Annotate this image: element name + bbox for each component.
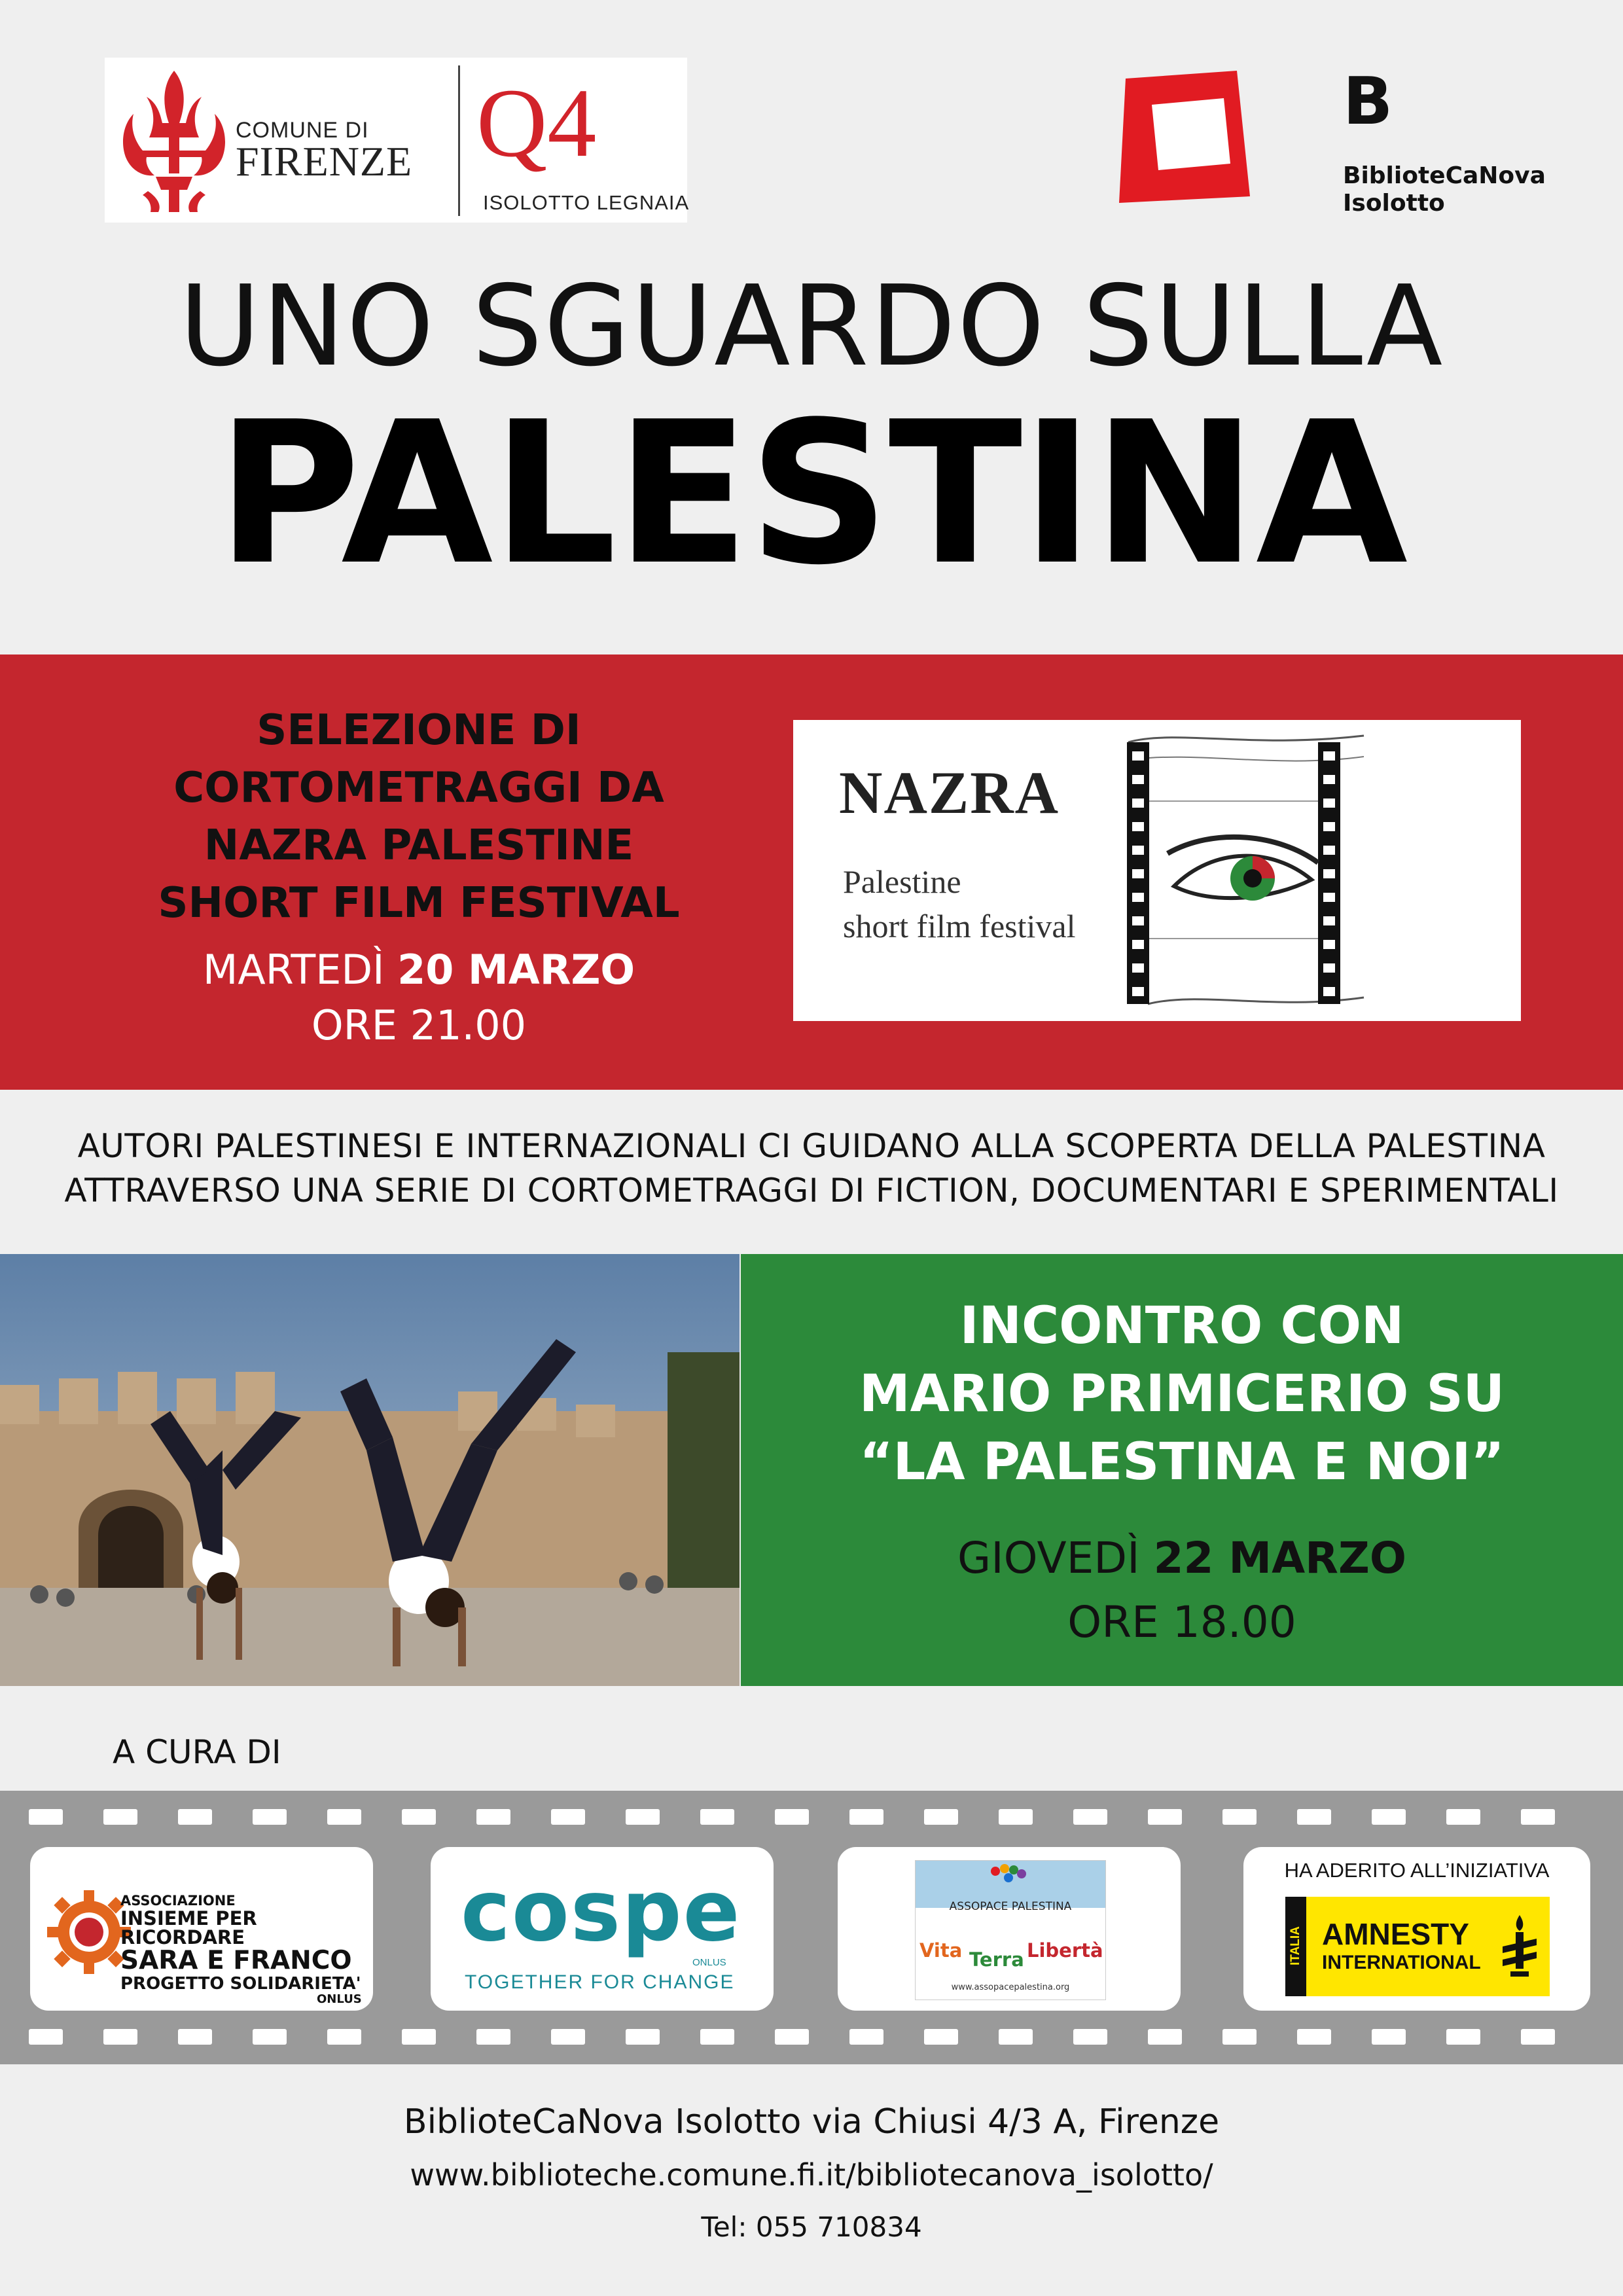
biblioteca-letter: B (1343, 63, 1393, 139)
event2-time: ORE 18.00 (1067, 1597, 1296, 1647)
film-perforation (1222, 1809, 1257, 1825)
sara-franco-line3: SARA E FRANCO (120, 1946, 352, 1975)
sara-franco-line1: ASSOCIAZIONE (120, 1893, 236, 1909)
event1-date (79, 946, 759, 994)
amnesty-logo (1285, 1897, 1550, 1996)
poster-title-line2: PALESTINA (216, 380, 1407, 608)
event1-day: MARTEDÌ (202, 946, 385, 994)
fleur-de-lis-icon (116, 65, 232, 213)
film-perforation (775, 2029, 809, 2045)
film-perforation (849, 1809, 883, 1825)
film-perforation (253, 1809, 287, 1825)
film-perforation (327, 2029, 361, 2045)
film-perforation (1073, 1809, 1107, 1825)
film-perforation (1521, 1809, 1555, 1825)
film-perforation (402, 2029, 436, 2045)
film-perforation (1297, 1809, 1331, 1825)
film-perforation (1148, 1809, 1182, 1825)
film-strip-eye-icon (1122, 723, 1370, 1018)
film-perforation (551, 2029, 585, 2045)
event1-heading-line4: SHORT FILM FESTIVAL (158, 879, 680, 927)
film-perforation (1446, 1809, 1480, 1825)
film-perforation (551, 1809, 585, 1825)
isolotto-legnaia-text: ISOLOTTO LEGNAIA (483, 191, 690, 214)
sara-franco-text (120, 1894, 373, 2005)
amnesty-line2: INTERNATIONAL (1322, 1952, 1481, 1973)
event2-date (741, 1533, 1623, 1583)
film-perforation (626, 2029, 660, 2045)
film-perforation (1222, 2029, 1257, 2045)
film-perforation (924, 2029, 958, 2045)
balloons-icon (989, 1862, 1028, 1888)
film-perforation (700, 1809, 734, 1825)
film-perforation (103, 2029, 137, 2045)
event2-date-value: 22 MARZO (1153, 1533, 1406, 1583)
film-perforation (999, 1809, 1033, 1825)
film-perforation (253, 2029, 287, 2045)
q4-logo (473, 71, 603, 175)
event2-heading-line1: INCONTRO CON (959, 1297, 1404, 1355)
nazra-logo-sub2: short film festival (843, 908, 1076, 944)
partner-cospe (431, 1847, 774, 2011)
film-perforation (849, 2029, 883, 2045)
film-perforation (1073, 2029, 1107, 2045)
intro-line1: AUTORI PALESTINESI E INTERNAZIONALI CI GUIDANO ALLA SCOPERTA DELLA PALESTINA (77, 1127, 1546, 1165)
film-perforation (402, 1809, 436, 1825)
film-perforation (775, 1809, 809, 1825)
event1-date-value: 20 MARZO (397, 946, 635, 994)
partners-label: A CURA DI (113, 1733, 281, 1771)
sara-franco-line4: PROGETTO SOLIDARIETA' (120, 1974, 361, 1994)
cospe-onlus: ONLUS (692, 1957, 726, 1968)
amnesty-country: ITALIA (1289, 1926, 1302, 1965)
biblioteca-name (1343, 162, 1546, 217)
film-perforation (103, 1809, 137, 1825)
assopace-url: www.assopacepalestina.org (951, 1982, 1070, 1992)
film-perforation (178, 1809, 212, 1825)
sara-franco-line2: INSIEME PER RICORDARE (120, 1907, 257, 1948)
assopace-vita: Vita (919, 1939, 963, 1962)
film-perforation (999, 2029, 1033, 2045)
partner-amnesty (1243, 1847, 1590, 2011)
film-perforation (1372, 2029, 1406, 2045)
film-perforation (29, 2029, 63, 2045)
amnesty-header: HA ADERITO ALL’INIZIATIVA (1284, 1859, 1550, 1882)
comune-di-text: COMUNE DI (236, 118, 369, 143)
assopace-terra: Terra (969, 1948, 1024, 1971)
logo-divider (458, 65, 460, 216)
event1-heading-line3: NAZRA PALESTINE (204, 821, 634, 870)
biblioteca-name-line1: BiblioteCaNova (1343, 162, 1546, 189)
film-perforation (29, 1809, 63, 1825)
biblioteca-name-line2: Isolotto (1343, 190, 1445, 217)
partner-sara-franco (30, 1847, 373, 2011)
event2-heading-line3: “LA PALESTINA E NOI” (859, 1433, 1505, 1492)
amnesty-line1: AMNESTY (1322, 1917, 1469, 1951)
sara-franco-line5: ONLUS (317, 1992, 362, 2006)
assopace-name: ASSOPACE PALESTINA (949, 1900, 1072, 1913)
event2-heading-line2: MARIO PRIMICERIO SU (859, 1365, 1505, 1424)
intro-line2: ATTRAVERSO UNA SERIE DI CORTOMETRAGGI DI FICTION, DOCUMENTARI E SPERIMENTALI (64, 1172, 1559, 1210)
firenze-text: FIRENZE (236, 138, 413, 185)
film-perforation (476, 1809, 510, 1825)
event1-heading-line2: CORTOMETRAGGI DA (173, 764, 664, 812)
film-perforation (1372, 1809, 1406, 1825)
biblioteca-logo-mark (1113, 65, 1270, 216)
assopace-logo (915, 1860, 1106, 2000)
film-perforation (924, 1809, 958, 1825)
breakdancers-photo (0, 1254, 740, 1686)
nazra-logo-title: NAZRA (839, 759, 1060, 826)
candle-icon (1499, 1912, 1541, 1984)
cospe-logo-text: cospe (461, 1863, 741, 1960)
partner-assopace (838, 1847, 1181, 2011)
cospe-tagline: TOGETHER FOR CHANGE (465, 1971, 735, 1993)
film-perforation (1297, 2029, 1331, 2045)
event2-day: GIOVEDÌ (957, 1533, 1140, 1583)
assopace-liberta: Libertà (1027, 1939, 1103, 1962)
film-perforation (626, 1809, 660, 1825)
footer-phone: Tel: 055 710834 (701, 2211, 922, 2243)
film-perforation (1446, 2029, 1480, 2045)
film-perforation (327, 1809, 361, 1825)
footer-website[interactable]: www.biblioteche.comune.fi.it/bibliotecanova_isolotto/ (410, 2157, 1213, 2193)
poster-title-line1: UNO SGUARDO SULLA (179, 262, 1444, 391)
footer-address: BiblioteCaNova Isolotto via Chiusi 4/3 A, Firenze (403, 2102, 1220, 2142)
event1-heading-line1: SELEZIONE DI (257, 706, 581, 755)
nazra-logo-sub1: Palestine (843, 863, 961, 900)
q4-letter: Q4 (476, 71, 597, 175)
film-perforation (1521, 2029, 1555, 2045)
event1-time: ORE 21.00 (311, 1001, 527, 1049)
film-perforation (178, 2029, 212, 2045)
film-perforation (476, 2029, 510, 2045)
film-perforation (700, 2029, 734, 2045)
film-perforation (1148, 2029, 1182, 2045)
